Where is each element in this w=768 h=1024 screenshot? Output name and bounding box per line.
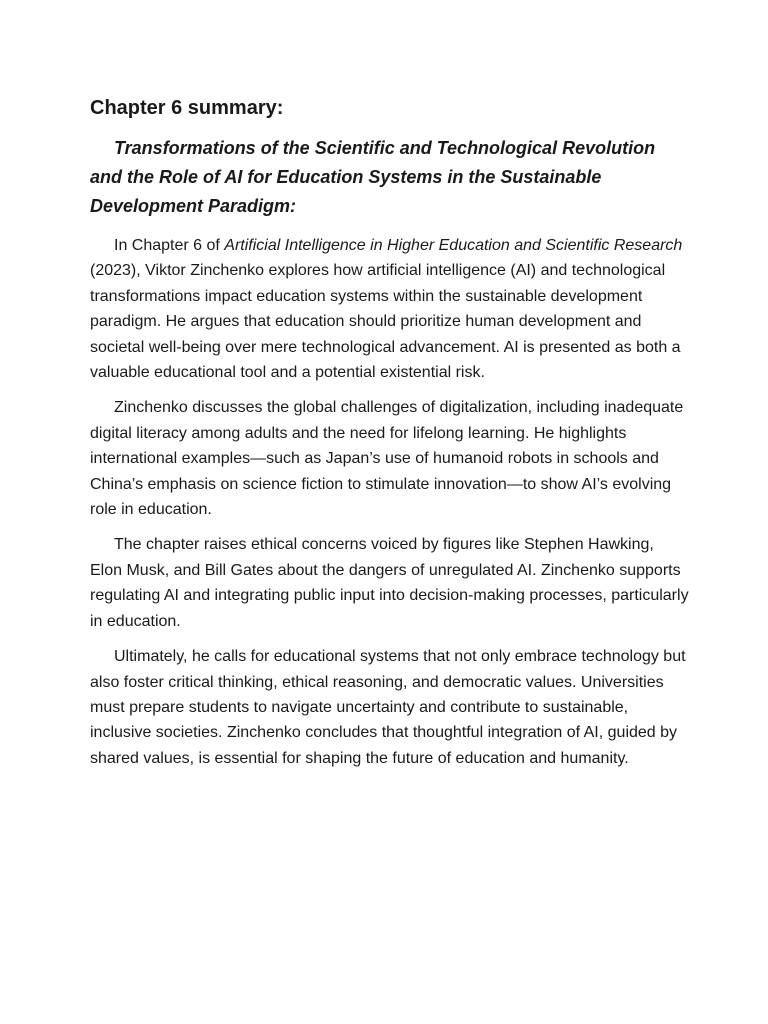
paragraph-intro-lead: In Chapter 6 of (114, 237, 225, 254)
paragraph-intro-rest: (2023), Viktor Zinchenko explores how artificial intelligence (AI) and technological transformations impact education systems within the sustainable development paradigm. He argues that education should prioritize human development and societal well-being over mere technological advancement. AI is presented as both a valuable educational tool and a potential existential risk. (90, 262, 681, 382)
book-title: Artificial Intelligence in Higher Education and Scientific Research (224, 237, 683, 254)
paragraph-intro (90, 233, 690, 385)
paragraph-conclusion: Ultimately, he calls for educational systems that not only embrace technology but also foster critical thinking, ethical reasoning, and democratic values. Universities must prepare students to navigate uncertainty and contribute to sustainable, inclusive societies. Zinchenko concludes that thoughtful integration of AI, guided by shared values, is essential for shaping the future of education and humanity. (90, 648, 686, 767)
paragraph-ethics: The chapter raises ethical concerns voiced by figures like Stephen Hawking, Elon Musk, and Bill Gates about the dangers of unregulated AI. Zinchenko supports regulating AI and integrating public input into decision-making processes, particularly in education. (90, 536, 689, 630)
chapter-heading: Chapter 6 summary: (90, 97, 284, 119)
document-page (90, 94, 690, 781)
paragraph-digitalization: Zinchenko discusses the global challenges of digitalization, including inadequate digital literacy among adults and the need for lifelong learning. He highlights international examples—such as Japan’s use of humanoid robots in schools and China’s emphasis on science fiction to stimulate innovation—to show AI’s evolving role in education. (90, 399, 684, 519)
chapter-subtitle: Transformations of the Scientific and Technological Revolution and the Role of AI for Education Systems in the Sustainable Development Paradigm: (90, 138, 656, 216)
